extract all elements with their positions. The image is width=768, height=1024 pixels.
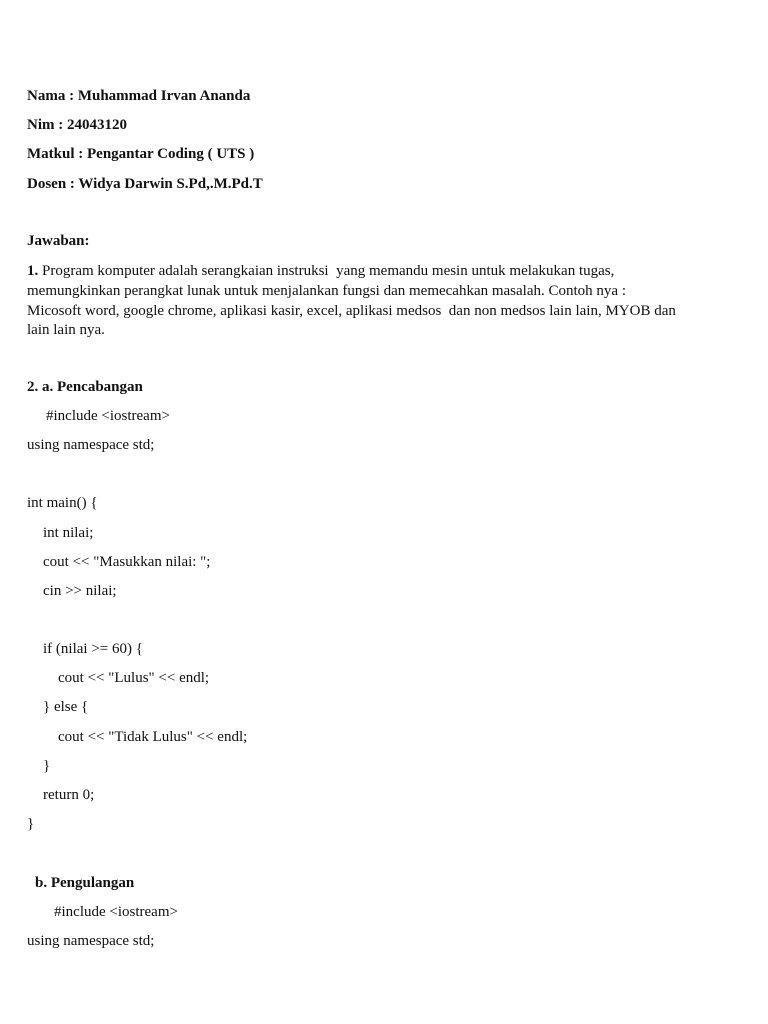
code-line: int nilai; [43, 525, 94, 541]
answer1-number: 1. [27, 263, 39, 279]
code-line: cout << "Tidak Lulus" << endl; [58, 729, 248, 745]
lecturer-name: Dosen : Widya Darwin S.Pd,.M.Pd.T [27, 176, 263, 192]
answer1-text: Program komputer adalah serangkaian instruksi yang memandu mesin untuk melakukan tugas, [38, 263, 615, 279]
code-line: #include <iostream> [46, 408, 170, 424]
section-2a-heading: 2. a. Pencabangan [27, 379, 143, 395]
code-line: } else { [43, 699, 89, 715]
code-line: } [27, 816, 35, 832]
section-2b-heading: b. Pengulangan [35, 875, 135, 891]
course-name: Matkul : Pengantar Coding ( UTS ) [27, 146, 255, 162]
code-line: using namespace std; [27, 437, 155, 453]
code-line: cout << "Lulus" << endl; [58, 670, 210, 686]
code-line: using namespace std; [27, 933, 155, 949]
answer1-text: memungkinkan perangkat lunak untuk menjalankan fungsi dan memecahkan masalah. Contoh nya : [27, 283, 627, 299]
student-name: Nama : Muhammad Irvan Ananda [27, 88, 251, 104]
code-line: cin >> nilai; [43, 583, 117, 599]
code-line: int main() { [27, 495, 98, 511]
code-line: cout << "Masukkan nilai: "; [43, 554, 211, 570]
answer1-line [27, 261, 614, 281]
answer1-text: Micosoft word, google chrome, aplikasi kasir, excel, aplikasi medsos dan non medsos lain lain, MYOB dan [27, 303, 676, 319]
answer1-text: lain lain nya. [27, 322, 105, 338]
code-line: #include <iostream> [54, 904, 178, 920]
code-line: if (nilai >= 60) { [43, 641, 143, 657]
code-line: } [43, 758, 51, 774]
student-nim: Nim : 24043120 [27, 117, 127, 133]
answers-heading: Jawaban: [27, 233, 90, 249]
code-line: return 0; [43, 787, 95, 803]
